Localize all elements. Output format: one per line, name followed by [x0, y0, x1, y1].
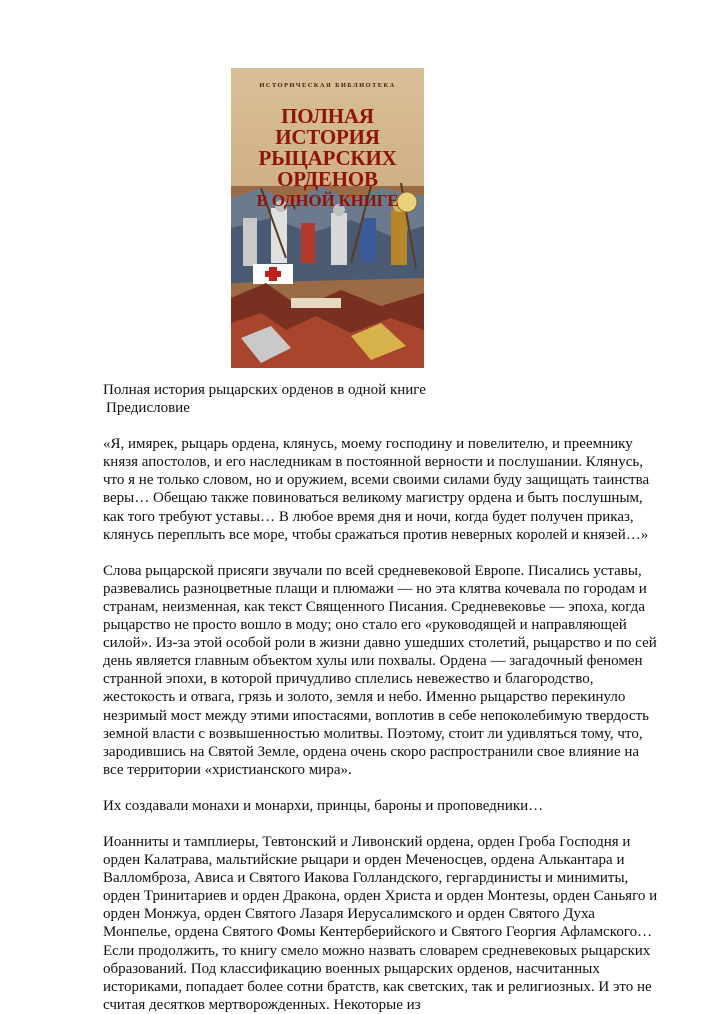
- cover-title-line: В ОДНОЙ КНИГЕ: [256, 191, 399, 210]
- cover-title-line: РЫЦАРСКИХ: [258, 146, 397, 170]
- document-body: [103, 381, 663, 1014]
- cover-title-line: ПОЛНАЯ ИСТОРИЯ: [275, 104, 380, 149]
- oath-paragraph: «Я, имярек, рыцарь ордена, клянусь, моему господину и повелителю, и преемнику князя апостолов, и его наследникам в постоянной верности и послушании. Клянусь, что я не только словом, но и оружием, всеми своими силами буду защищать таинства веры… Обещаю также повиноваться великому магистру ордена и быть послушным, как того требуют уставы… В любое время дня и ночи, когда будет получен приказ, клянусь переплыть все море, чтобы сражаться против неверных королей и князей…»: [103, 436, 650, 543]
- body-paragraph: Иоанниты и тамплиеры, Тевтонский и Ливонский ордена, орден Гроба Господня и орден Калатрава, мальтийские рыцари и орден Меченосцев, ордена Алькантара и Валломброза, Ависа и Святого Иакова Голландского, гергардинисты и минимиты, орден Тринитариев и орден Дракона, орден Христа и орден Монтезы, орден Саньяго и орден Монжуа, орден Святого Лазаря Иерусалимского и орден Святого Духа Монпелье, ордена Святого Фомы Кентерберийского и Святого Георгия Афламского… Если продолжить, то книгу смело можно назвать словарем средневековых рыцарских образований. Под классификацию военных рыцарских орденов, насчитанных историками, попадает более сотни братств, как светских, так и религиозных. И это не считая десятков мертворожденных. Некоторые из: [103, 833, 658, 1013]
- cover-title: [231, 106, 424, 211]
- body-paragraph: Их создавали монахи и монархи, принцы, бароны и проповедники…: [103, 797, 544, 814]
- cover-series-label: ИСТОРИЧЕСКАЯ БИБЛИОТЕКА: [259, 82, 396, 89]
- book-title: Полная история рыцарских орденов в одной книге: [103, 382, 426, 398]
- section-heading: Предисловие: [106, 400, 190, 417]
- cover-title-line: ОРДЕНОВ: [277, 167, 378, 191]
- body-paragraph: Слова рыцарской присяги звучали по всей средневековой Европе. Писались уставы, развевались разноцветные плащи и плюмажи — но эта клятва кочевала по городам и странам, неизменная, как текст Священного Писания. Средневековье — эпоха, когда рыцарство не просто вошло в моду; оно стало его «руководящей и направляющей силой». Из-за этой особой роли в жизни давно ушедших столетий, рыцарство и по сей день является главным объектом хулы или похвалы. Ордена — загадочный феномен странной эпохи, в которой причудливо сплелись невежество и благородство, жестокость и отвага, грязь и золото, земля и небо. Именно рыцарство перекинуло незримый мост между этими ипостасями, воплотив в себе непоколебимую твердость земной власти с возвышенностью молитвы. Поэтому, стоит ли удивляться тому, что, зародившись на Святой Земле, ордена очень скоро распространили свое влияние на все территории «христианского мира».: [103, 562, 657, 778]
- book-cover-image: [231, 68, 424, 368]
- document-title: [103, 381, 663, 417]
